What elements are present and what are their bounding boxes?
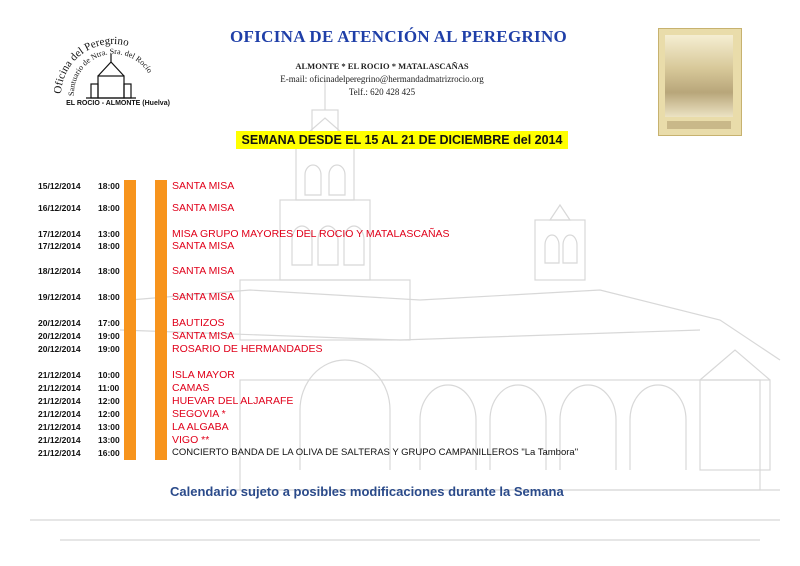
schedule-time: 12:00 bbox=[98, 409, 120, 419]
office-phone: Telf.: 620 428 425 bbox=[348, 87, 416, 97]
schedule-date: 17/12/2014 bbox=[38, 241, 81, 251]
schedule-time: 18:00 bbox=[98, 203, 120, 213]
schedule-date: 16/12/2014 bbox=[38, 203, 81, 213]
logo-inner-text: Santuario de Ntra. Sra. del Rocío bbox=[66, 46, 155, 97]
schedule-date: 17/12/2014 bbox=[38, 229, 81, 239]
schedule-event: HUEVAR DEL ALJARAFE bbox=[172, 395, 294, 407]
footer-disclaimer: Calendario sujeto a posibles modificaciones durante la Semana bbox=[170, 484, 564, 499]
poster-caption-strip bbox=[667, 121, 731, 129]
office-title: OFICINA DE ATENCIÓN AL PEREGRINO bbox=[230, 27, 568, 46]
schedule-date: 20/12/2014 bbox=[38, 331, 81, 341]
schedule-date: 18/12/2014 bbox=[38, 266, 81, 276]
schedule-event: MISA GRUPO MAYORES DEL ROCIO Y MATALASCAÑAS bbox=[172, 228, 450, 240]
schedule-event: SANTA MISA bbox=[172, 202, 235, 214]
schedule-event: SEGOVIA * bbox=[172, 408, 226, 420]
schedule-event: ISLA MAYOR bbox=[172, 369, 235, 381]
schedule-time: 11:00 bbox=[98, 383, 120, 393]
schedule-date: 19/12/2014 bbox=[38, 292, 81, 302]
schedule-date: 20/12/2014 bbox=[38, 344, 81, 354]
schedule-time: 19:00 bbox=[98, 331, 120, 341]
schedule-date: 21/12/2014 bbox=[38, 448, 81, 458]
poster-illustration bbox=[665, 35, 733, 117]
schedule-date: 21/12/2014 bbox=[38, 435, 81, 445]
schedule-time: 18:00 bbox=[98, 292, 120, 302]
logo-location-text: EL ROCIO - ALMONTE (Huelva) bbox=[66, 100, 170, 107]
logo-arc-text: Oficina del Peregrino bbox=[51, 34, 131, 95]
schedule-date: 21/12/2014 bbox=[38, 396, 81, 406]
schedule-time: 13:00 bbox=[98, 229, 120, 239]
office-contact-info bbox=[252, 60, 512, 99]
office-locations: ALMONTE * EL ROCIO * MATALASCAÑAS bbox=[295, 61, 469, 71]
schedule-event: SANTA MISA bbox=[172, 265, 235, 277]
schedule-time: 13:00 bbox=[98, 422, 120, 432]
orange-divider-left bbox=[124, 180, 136, 460]
schedule-date: 21/12/2014 bbox=[38, 409, 81, 419]
schedule-event: SANTA MISA bbox=[172, 240, 235, 252]
schedule-time: 16:00 bbox=[98, 448, 120, 458]
schedule-time: 10:00 bbox=[98, 370, 120, 380]
schedule-event: CONCIERTO BANDA DE LA OLIVA DE SALTERAS Y GRUPO CAMPANILLEROS "La Tambora" bbox=[172, 447, 579, 458]
schedule-event: BAUTIZOS bbox=[172, 317, 225, 329]
week-banner: SEMANA DESDE EL 15 AL 21 DE DICIEMBRE del 2014 bbox=[236, 131, 568, 149]
schedule-date: 15/12/2014 bbox=[38, 181, 81, 191]
schedule-date: 21/12/2014 bbox=[38, 422, 81, 432]
schedule-date: 21/12/2014 bbox=[38, 383, 81, 393]
schedule-event: SANTA MISA bbox=[172, 180, 235, 192]
schedule-event: VIGO ** bbox=[172, 434, 210, 446]
schedule-event: CAMAS bbox=[172, 382, 210, 394]
schedule-time: 18:00 bbox=[98, 241, 120, 251]
schedule-time: 12:00 bbox=[98, 396, 120, 406]
office-email[interactable]: E-mail: oficinadelperegrino@hermandadmatrizrocio.org bbox=[280, 74, 484, 84]
schedule-event: ROSARIO DE HERMANDADES bbox=[172, 343, 323, 355]
schedule-date: 21/12/2014 bbox=[38, 370, 81, 380]
schedule-date: 20/12/2014 bbox=[38, 318, 81, 328]
schedule-event: LA ALGABA bbox=[172, 421, 229, 433]
schedule-time: 17:00 bbox=[98, 318, 120, 328]
schedule-time: 19:00 bbox=[98, 344, 120, 354]
orange-divider-right bbox=[155, 180, 167, 460]
schedule-time: 18:00 bbox=[98, 181, 120, 191]
schedule-time: 18:00 bbox=[98, 266, 120, 276]
virgin-poster-image bbox=[658, 28, 742, 136]
schedule-event: SANTA MISA bbox=[172, 330, 235, 342]
schedule-event: SANTA MISA bbox=[172, 291, 235, 303]
schedule-time: 13:00 bbox=[98, 435, 120, 445]
